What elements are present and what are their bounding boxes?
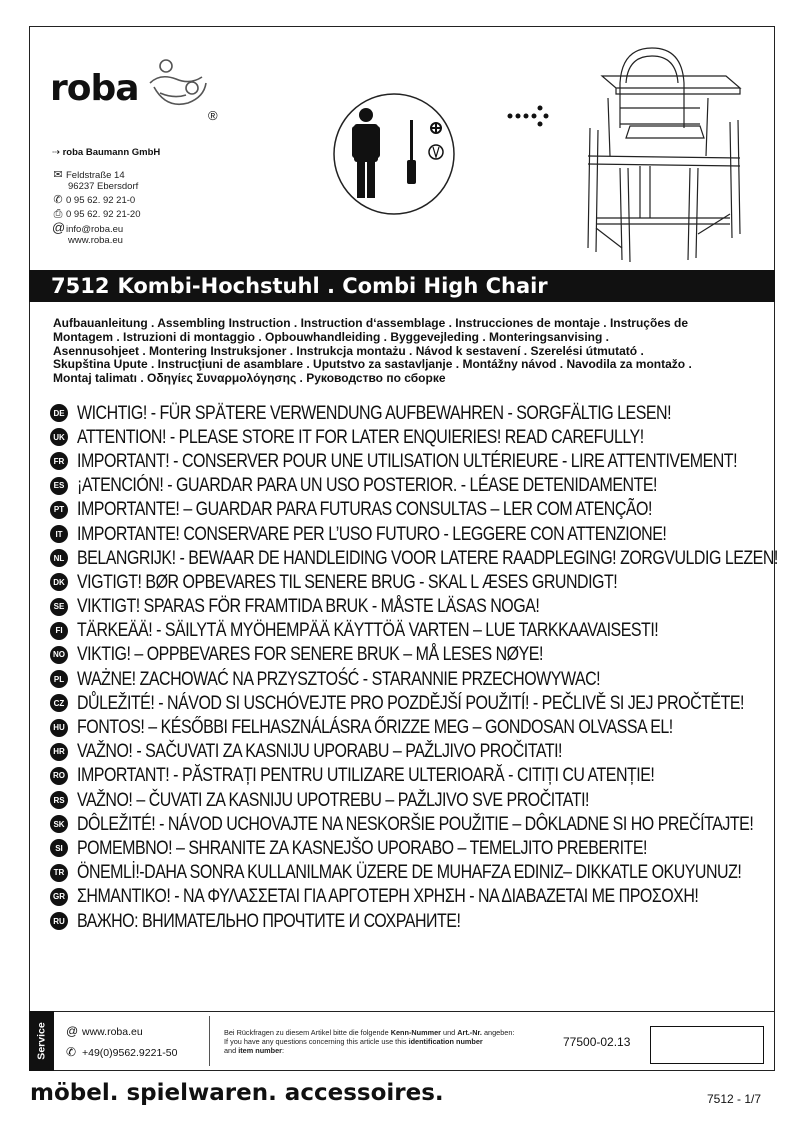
phone-icon: ✆ [66,1045,77,1059]
instruction-line: Montaj talimatı . Οδηγίες Συναρμολόγησης . Руководство по сборке [53,371,446,386]
service-label-wrap [29,1011,54,1071]
language-badge: GR [50,888,68,906]
brand-logo: roba [50,68,139,109]
instruction-languages [53,317,768,386]
language-badge: CZ [50,694,68,712]
instruction-line: Montagem . Istruzioni di montaggio . Opbouwhandleiding . Byggevejleding . Monteringsanvising . [53,329,610,344]
warning-text: VIKTIG! – OPPBEVARES FOR SENERE BRUK – MÅ LESES NØYE! [77,643,543,666]
warning-text: ATTENTION! - PLEASE STORE IT FOR LATER ENQUIERIES! READ CAREFULLY! [77,425,644,448]
warning-row [50,861,772,885]
at-icon: @ [66,1024,79,1038]
language-badge: PT [50,501,68,519]
mail-icon: ✉ [53,169,63,181]
warning-row [50,909,772,933]
page-number: 7512 - 1/7 [707,1092,762,1106]
service-label: Service [35,1022,48,1060]
service-note: Bei Rückfragen zu diesem Artikel bitte die folgende Kenn-Nummer und Art.-Nr. angeben: If you have any questions concerning this article use this identification number and item number: [224,1028,515,1055]
warning-row [50,474,772,498]
warning-text: ¡ATENCIÓN! - GUARDAR PARA UN USO POSTERIOR. - LÉASE DETENIDAMENTE! [77,474,657,497]
warning-row [50,570,772,594]
warning-text: ВАЖНО: ВНИМАТЕЛЬНО ПРОЧТИТЕ И СОХРАНИТЕ! [77,909,461,932]
language-badge: DK [50,573,68,591]
phone: ✆ 0 95 62. 92 21-0 [53,194,136,206]
language-badge: FI [50,622,68,640]
warning-text: VAŽNO! – ČUVATI ZA KASNIJU UPOTREBU – PAŽLJIVO SVE PROČITATI! [77,788,589,811]
warning-row [50,788,772,812]
phone-icon: ✆ [53,194,63,206]
warning-row [50,691,772,715]
item-number-box [650,1026,764,1064]
warning-row [50,595,772,619]
warning-row [50,449,772,473]
fax: ⎙ 0 95 62. 92 21-20 [53,208,141,220]
warning-row [50,619,772,643]
warning-text: FONTOS! – KÉSŐBBI FELHASZNÁLÁSRA ŐRIZZE MEG – GONDOSAN OLVASSA EL! [77,716,673,739]
address: ✉ Feldstraße 14 [53,169,125,181]
instruction-line: Aufbauanleitung . Assembling Instruction . Instruction d‘assemblage . Instrucciones de montaje . Instruções de [53,316,688,330]
assembly-requirements-icon [330,90,458,218]
arrow-icon [507,103,553,129]
warning-row [50,836,772,860]
city: 96237 Ebersdorf [68,181,139,192]
warning-row [50,522,772,546]
instruction-line: Skupština Upute . Instrucţiuni de asamblare . Uputstvo za sastavljanje . Montážny návod . Navodila za montažo . [53,357,692,372]
warning-text: IMPORTANT! - PĂSTRAȚI PENTRU UTILIZARE ULTERIOARĂ - CITIȚI CU ATENȚIE! [77,764,655,787]
language-badge: RO [50,767,68,785]
high-chair-illustration [580,38,760,263]
warning-text: POMEMBNO! – SHRANITE ZA KASNEJŠO UPORABO – TEMELJITO PREBERITE! [77,836,647,859]
warning-text: IMPORTANT! - CONSERVER POUR UNE UTILISATION ULTÉRIEURE - LIRE ATTENTIVEMENT! [77,449,738,472]
warning-text: WAŻNE! ZACHOWAĆ NA PRZYSZTOŚĆ - STARANNIE PRZECHOWYWAC! [77,667,601,690]
website: www.roba.eu [68,235,123,246]
warning-text: BELANGRIJK! - BEWAAR DE HANDLEIDING VOOR LATERE RAADPLEGING! ZORGVULDIG LEZEN! [77,546,778,569]
warning-row [50,812,772,836]
language-badge: RU [50,912,68,930]
language-badge: HR [50,743,68,761]
language-badge: UK [50,428,68,446]
registered-mark: ® [208,108,218,123]
warning-text: DŮLEŽITÉ! - NÁVOD SI USCHÓVEJTE PRO POZDĚJŠÍ POUŽITÍ! - PEČLIVĚ SI JEJ PROČTĚTE! [77,691,744,714]
warning-text: WICHTIG! - FÜR SPÄTERE VERWENDUNG AUFBEWAHREN - SORGFÄLTIG LESEN! [77,401,672,424]
service-web[interactable]: @ www.roba.eu [66,1024,143,1038]
slogan: möbel. spielwaren. accessoires. [30,1080,444,1106]
language-badge: ES [50,477,68,495]
warning-row [50,667,772,691]
warning-text: VIKTIGT! SPARAS FÖR FRAMTIDA BRUK - MÅSTE LÄSAS NOGA! [77,595,540,618]
brand-mark-icon [146,57,216,113]
warning-row [50,764,772,788]
email: @info@roba.eu [52,220,124,235]
language-badge: NL [50,549,68,567]
language-badge: FR [50,452,68,470]
warning-row [50,425,772,449]
warning-row [50,498,772,522]
service-separator [209,1016,210,1066]
warning-text: VAŽNO! - SAČUVATI ZA KASNIJU UPORABU – PAŽLJIVO PROČITATI! [77,740,563,763]
warning-row [50,715,772,739]
warning-text: VIGTIGT! BØR OPBEVARES TIL SENERE BRUG - SKAL L ÆSES GRUNDIGT! [77,570,618,593]
language-badge: DE [50,404,68,422]
instruction-line: Asennusohjeet . Montering Instruksjoner . Instrukcja montażu . Návod k sestavení . Szerelési útmutató . [53,343,644,358]
warning-list [50,401,778,933]
at-icon: @ [52,220,66,235]
language-badge: PL [50,670,68,688]
language-badge: IT [50,525,68,543]
product-title: Kombi-Hochstuhl . Combi High Chair [117,274,548,298]
warning-text: ΣΗΜΑΝΤΙΚΟ! - ΝΑ ΦΥΛΑΣΣΕΤΑΙ ΓΙΑ ΑΡΓΟΤΕΡΗ ΧΡΗΣΗ - ΝΑ ΔΙΑΒΑΖΕΤΑΙ ΜΕ ΠΡΟΣΟΧΗ! [77,885,699,908]
language-badge: SK [50,815,68,833]
language-badge: HU [50,719,68,737]
service-divider [29,1011,775,1012]
language-badge: SE [50,598,68,616]
warning-row [50,643,772,667]
identification-code: 77500-02.13 [563,1035,631,1049]
warning-row [50,885,772,909]
warning-text: IMPORTANTE! CONSERVARE PER L’USO FUTURO - LEGGERE CON ATTENZIONE! [77,522,667,545]
language-badge: RS [50,791,68,809]
company-name: ⇢ roba Baumann GmbH [52,147,161,158]
warning-row [50,740,772,764]
language-badge: NO [50,646,68,664]
fax-icon: ⎙ [53,208,63,220]
warning-text: TÄRKEÄÄ! - SÄILYTÄ MYÖHEMPÄÄ KÄYTTÖÄ VARTEN – LUE TARKKAAVAISESTI! [77,619,659,642]
language-badge: SI [50,839,68,857]
warning-text: DÔLEŽITÉ! - NÁVOD UCHOVAJTE NA NESKORŠIE POUŽITIE – DÔKLADNE SI HO PREČÍTAJTE! [77,812,754,835]
warning-row [50,401,772,425]
product-title-bar [29,270,775,302]
warning-row [50,546,778,570]
product-number: 7512 [51,274,110,298]
warning-text: IMPORTANTE! – GUARDAR PARA FUTURAS CONSULTAS – LER COM ATENÇÃO! [77,498,652,521]
service-phone: ✆ +49(0)9562.9221-50 [66,1045,178,1059]
language-badge: TR [50,864,68,882]
warning-text: ÖNEMLİ!-DAHA SONRA KULLANILMAK ÜZERE DE MUHAFZA EDINIZ– DIKKATLE OKUYUNUZ! [77,861,742,884]
